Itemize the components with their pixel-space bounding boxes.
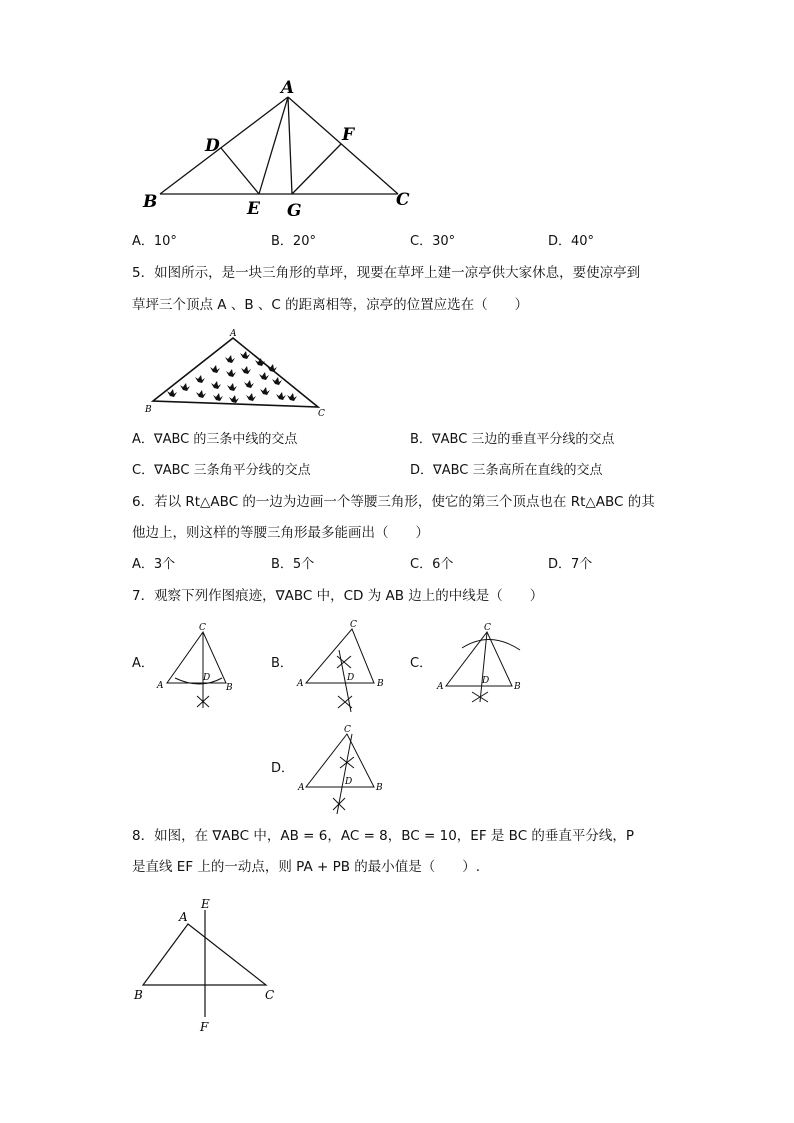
q7a-label-C: C (199, 623, 206, 633)
q7-figure-d (292, 720, 392, 820)
q6-option-a: A．3个 (132, 557, 176, 572)
q5-option-c: C．∇ABC 三条角平分线的交点 (132, 463, 311, 478)
q4-option-c: C．30° (410, 234, 456, 249)
q5-option-a: A．∇ABC 的三条中线的交点 (132, 432, 298, 447)
q4-label-D: D (205, 136, 220, 156)
q4-label-E: E (247, 199, 260, 219)
q5-label-B: B (145, 405, 152, 415)
q7a-label-B: B (226, 683, 233, 693)
q4-triangle-figure (130, 72, 430, 222)
q8-label-C: C (265, 988, 275, 1002)
q7-question-line-1: 7．观察下列作图痕迹，∇ABC 中，CD 为 AB 边上的中线是（ ） (132, 588, 544, 604)
q8-label-A: A (179, 910, 188, 924)
q8-question-line-1: 8．如图，在 ∇ABC 中，AB = 6，AC = 8，BC = 10，EF 是 BC 的垂直平分线，P (132, 828, 635, 844)
q4-label-B: B (143, 192, 158, 212)
q7d-label-C: C (344, 725, 351, 735)
q7a-label-A: A (157, 681, 164, 691)
q5-question-line-2: 草坪三个顶点 A 、B 、C 的距离相等，凉亭的位置应选在（ ） (132, 297, 529, 313)
q7-option-c-letter: C． (410, 656, 433, 671)
q7b-label-A: A (297, 679, 304, 689)
q5-label-A: A (230, 329, 237, 339)
q6-option-b: B．5个 (271, 557, 315, 572)
q7c-label-D: D (482, 676, 490, 686)
q4-option-d: D．40° (548, 234, 595, 249)
q7-option-a-letter: A． (132, 656, 154, 671)
q4-option-b: B．20° (271, 234, 316, 249)
q8-label-B: B (134, 988, 143, 1002)
q5-lawn-figure (140, 325, 340, 420)
q7-figure-c (432, 618, 532, 708)
q8-figure (130, 893, 290, 1038)
q7d-label-D: D (345, 777, 353, 787)
q8-question-line-2: 是直线 EF 上的一动点，则 PA + PB 的最小值是（ ）. (132, 859, 481, 875)
q7d-label-B: B (376, 783, 383, 793)
q7-figure-a (150, 620, 240, 712)
q6-option-d: D．7个 (548, 557, 593, 572)
q5-option-d: D．∇ABC 三条高所在直线的交点 (410, 463, 603, 478)
q5-label-C: C (318, 409, 325, 419)
q6-option-c: C．6个 (410, 557, 454, 572)
q7d-label-A: A (298, 783, 305, 793)
q7-option-d-letter: D． (271, 761, 295, 776)
q5-question-line-1: 5．如图所示，是一块三角形的草坪，现要在草坪上建一凉亭供大家休息，要使凉亭到 (132, 265, 641, 281)
q8-label-F: F (200, 1020, 209, 1034)
q7-figure-b (292, 615, 392, 715)
q7c-label-C: C (484, 623, 491, 633)
q6-question-line-2: 他边上，则这样的等腰三角形最多能画出（ ） (132, 525, 429, 541)
q7-option-b-letter: B． (271, 656, 293, 671)
q4-label-G: G (287, 201, 302, 221)
q4-label-C: C (396, 190, 410, 210)
q7b-label-D: D (347, 673, 355, 683)
q4-option-a: A．10° (132, 234, 177, 249)
q7c-label-B: B (514, 682, 521, 692)
q8-label-E: E (201, 897, 210, 911)
q7a-label-D: D (203, 673, 211, 683)
q7c-label-A: A (437, 682, 444, 692)
q5-option-b: B．∇ABC 三边的垂直平分线的交点 (410, 432, 615, 447)
q5-grass-tufts (140, 325, 297, 403)
q7b-label-B: B (377, 679, 384, 689)
q4-label-A: A (281, 78, 295, 98)
q4-label-F: F (342, 125, 355, 145)
q6-question-line-1: 6．若以 Rt△ABC 的一边为边画一个等腰三角形，使它的第三个顶点也在 Rt△ABC 的其 (132, 494, 655, 510)
q7b-label-C: C (350, 620, 357, 630)
